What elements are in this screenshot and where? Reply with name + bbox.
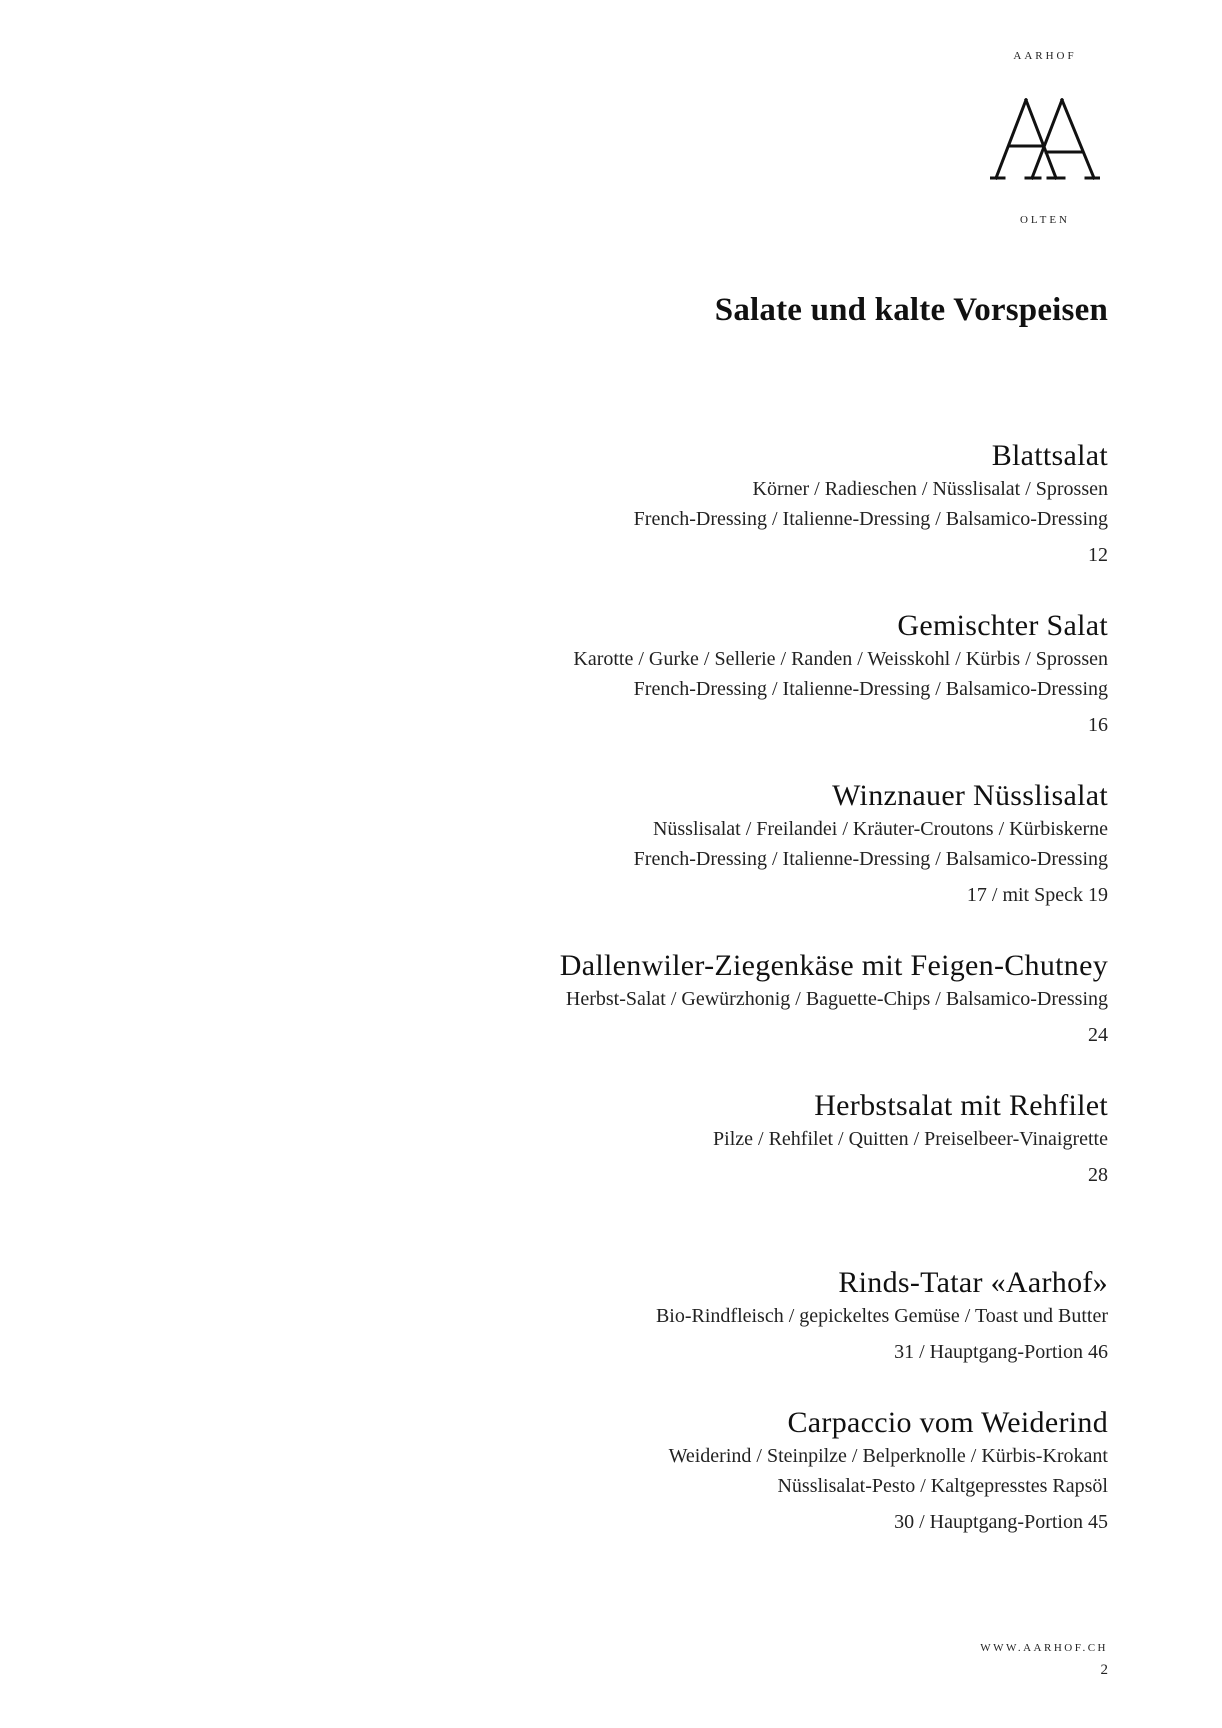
menu-item-ziegenkaese bbox=[560, 948, 1108, 1050]
footer-website-link[interactable]: WWW.AARHOF.CH bbox=[980, 1642, 1108, 1654]
menu-item-rinds-tatar bbox=[656, 1265, 1108, 1367]
menu-item-price: 30 / Hauptgang-Portion 45 bbox=[894, 1511, 1108, 1533]
menu-item-name: Carpaccio vom Weiderind bbox=[787, 1406, 1108, 1439]
menu-item-price: 12 bbox=[1088, 544, 1108, 566]
menu-item-gemischter-salat bbox=[573, 608, 1108, 740]
double-a-monogram-icon bbox=[990, 92, 1100, 186]
menu-item-description: French-Dressing / Italienne-Dressing / Balsamico-Dressing bbox=[633, 678, 1108, 700]
section-title: Salate und kalte Vorspeisen bbox=[714, 292, 1108, 328]
menu-item-description: Pilze / Rehfilet / Quitten / Preiselbeer-Vinaigrette bbox=[713, 1128, 1108, 1150]
menu-item-price: 16 bbox=[1088, 714, 1108, 736]
menu-item-description: Bio-Rindfleisch / gepickeltes Gemüse / Toast und Butter bbox=[655, 1305, 1108, 1327]
menu-item-blattsalat bbox=[634, 438, 1108, 570]
menu-item-description: Körner / Radieschen / Nüsslisalat / Sprossen bbox=[752, 478, 1108, 500]
menu-item-price: 24 bbox=[1088, 1024, 1108, 1046]
menu-item-description: French-Dressing / Italienne-Dressing / Balsamico-Dressing bbox=[633, 508, 1108, 530]
menu-item-name: Rinds-Tatar «Aarhof» bbox=[838, 1266, 1108, 1299]
menu-item-name: Blattsalat bbox=[991, 439, 1108, 472]
page-number: 2 bbox=[1100, 1662, 1108, 1678]
menu-item-price: 28 bbox=[1088, 1164, 1108, 1186]
menu-item-name: Winznauer Nüsslisalat bbox=[832, 779, 1108, 812]
menu-item-description: French-Dressing / Italienne-Dressing / Balsamico-Dressing bbox=[633, 848, 1108, 870]
menu-item-carpaccio bbox=[669, 1405, 1108, 1537]
menu-item-description: Nüsslisalat / Freilandei / Kräuter-Croutons / Kürbiskerne bbox=[652, 818, 1108, 840]
menu-item-winznauer-nuesslisalat bbox=[634, 778, 1108, 910]
menu-item-description: Herbst-Salat / Gewürzhonig / Baguette-Chips / Balsamico-Dressing bbox=[565, 988, 1108, 1010]
menu-item-description: Karotte / Gurke / Sellerie / Randen / Weisskohl / Kürbis / Sprossen bbox=[573, 648, 1108, 670]
menu-item-description: Nüsslisalat-Pesto / Kaltgepresstes Rapsöl bbox=[777, 1475, 1108, 1497]
brand-location-bottom: OLTEN bbox=[1019, 214, 1071, 226]
menu-item-herbstsalat bbox=[713, 1088, 1108, 1190]
menu-item-name: Gemischter Salat bbox=[897, 609, 1108, 642]
menu-item-price: 17 / mit Speck 19 bbox=[966, 884, 1108, 906]
menu-item-price: 31 / Hauptgang-Portion 46 bbox=[894, 1341, 1108, 1363]
menu-item-name: Dallenwiler-Ziegenkäse mit Feigen-Chutney bbox=[559, 949, 1108, 982]
brand-name-top: AARHOF bbox=[1013, 50, 1077, 62]
menu-item-description: Weiderind / Steinpilze / Belperknolle / Kürbis-Krokant bbox=[668, 1445, 1108, 1467]
menu-item-name: Herbstsalat mit Rehfilet bbox=[814, 1089, 1108, 1122]
